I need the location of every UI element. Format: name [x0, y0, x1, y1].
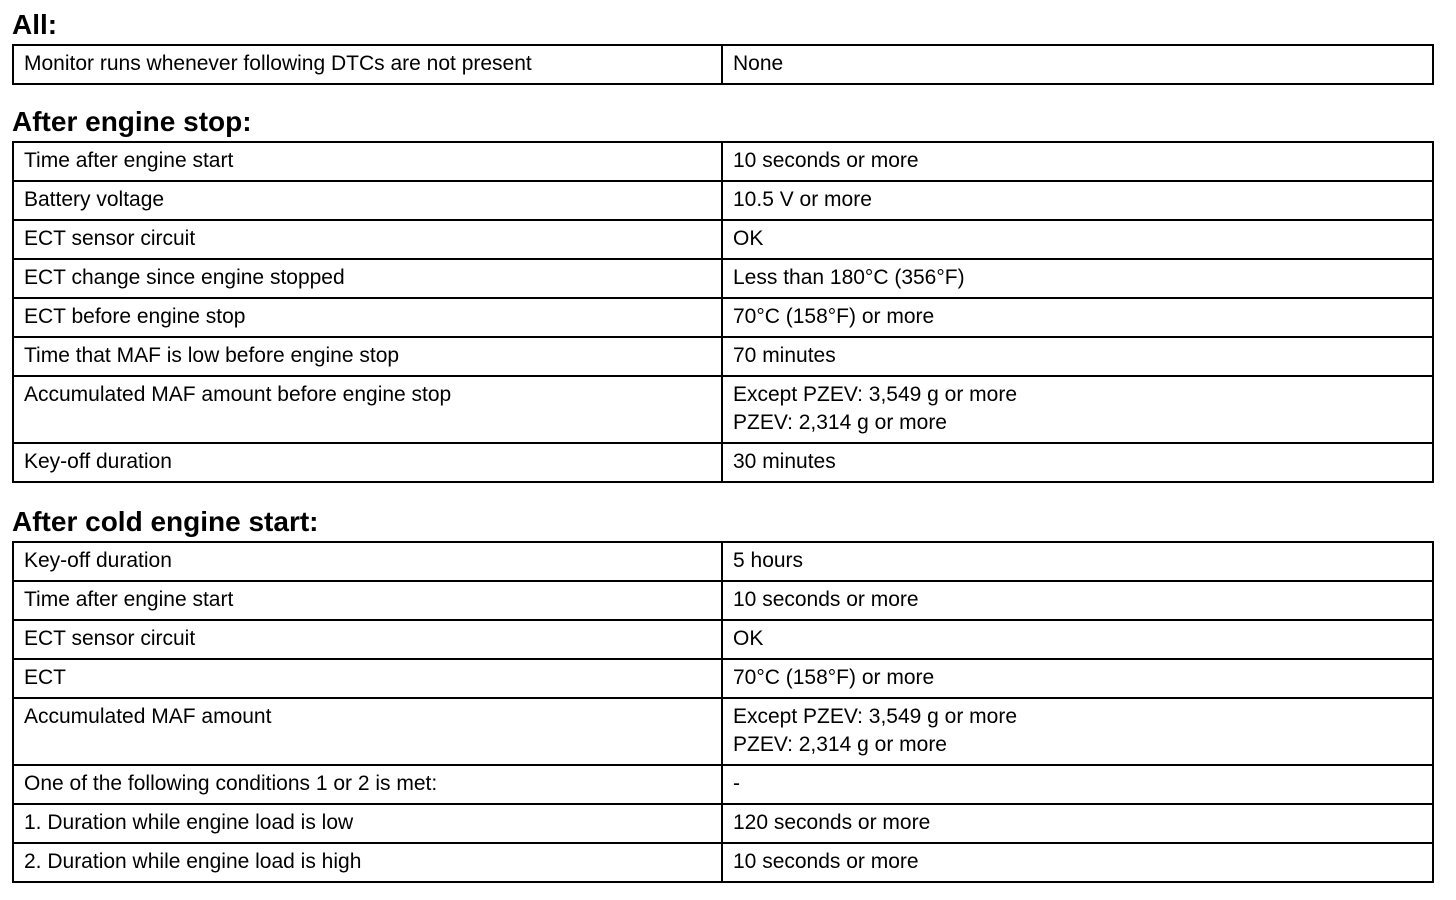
document-page — [12, 8, 1430, 883]
section-title-after-cold-engine-start: After cold engine start: — [12, 506, 319, 537]
value-cell: Except PZEV: 3,549 g or more PZEV: 2,314 g or more — [722, 376, 1433, 443]
value-cell: Less than 180°C (356°F) — [722, 259, 1433, 298]
table-row — [13, 542, 1433, 581]
value-cell: 10 seconds or more — [722, 142, 1433, 181]
conditions-table-all — [12, 44, 1434, 85]
value-cell: 70 minutes — [722, 337, 1433, 376]
table-row — [13, 337, 1433, 376]
table-row — [13, 620, 1433, 659]
condition-cell: Accumulated MAF amount — [13, 698, 722, 765]
condition-cell: Key-off duration — [13, 443, 722, 482]
condition-cell: Time after engine start — [13, 581, 722, 620]
section-title-all: All: — [12, 9, 58, 40]
condition-cell: Accumulated MAF amount before engine stop — [13, 376, 722, 443]
condition-cell: ECT change since engine stopped — [13, 259, 722, 298]
condition-cell: Monitor runs whenever following DTCs are not present — [13, 45, 722, 84]
table-row — [13, 443, 1433, 482]
condition-cell: One of the following conditions 1 or 2 is met: — [13, 765, 722, 804]
condition-cell: 1. Duration while engine load is low — [13, 804, 722, 843]
table-row — [13, 376, 1433, 443]
table-row — [13, 843, 1433, 882]
value-cell: 70°C (158°F) or more — [722, 659, 1433, 698]
value-cell: 10 seconds or more — [722, 581, 1433, 620]
table-row — [13, 765, 1433, 804]
value-cell: OK — [722, 620, 1433, 659]
table-row — [13, 259, 1433, 298]
value-cell: 70°C (158°F) or more — [722, 298, 1433, 337]
value-cell: - — [722, 765, 1433, 804]
value-cell: 120 seconds or more — [722, 804, 1433, 843]
table-row — [13, 142, 1433, 181]
table-row — [13, 698, 1433, 765]
value-cell: 10.5 V or more — [722, 181, 1433, 220]
table-row — [13, 804, 1433, 843]
condition-cell: Battery voltage — [13, 181, 722, 220]
condition-cell: 2. Duration while engine load is high — [13, 843, 722, 882]
condition-cell: Time that MAF is low before engine stop — [13, 337, 722, 376]
table-row — [13, 45, 1433, 84]
table-row — [13, 181, 1433, 220]
value-cell: 10 seconds or more — [722, 843, 1433, 882]
value-cell: Except PZEV: 3,549 g or more PZEV: 2,314 g or more — [722, 698, 1433, 765]
condition-cell: Key-off duration — [13, 542, 722, 581]
table-row — [13, 298, 1433, 337]
condition-cell: ECT before engine stop — [13, 298, 722, 337]
value-cell: 30 minutes — [722, 443, 1433, 482]
conditions-table-after-engine-stop — [12, 141, 1434, 483]
condition-cell: ECT sensor circuit — [13, 620, 722, 659]
table-row — [13, 581, 1433, 620]
table-row — [13, 659, 1433, 698]
value-cell: 5 hours — [722, 542, 1433, 581]
condition-cell: ECT sensor circuit — [13, 220, 722, 259]
condition-cell: Time after engine start — [13, 142, 722, 181]
value-cell: OK — [722, 220, 1433, 259]
conditions-table-after-cold-engine-start — [12, 541, 1434, 883]
value-cell: None — [722, 45, 1433, 84]
section-title-after-engine-stop: After engine stop: — [12, 106, 252, 137]
condition-cell: ECT — [13, 659, 722, 698]
table-row — [13, 220, 1433, 259]
